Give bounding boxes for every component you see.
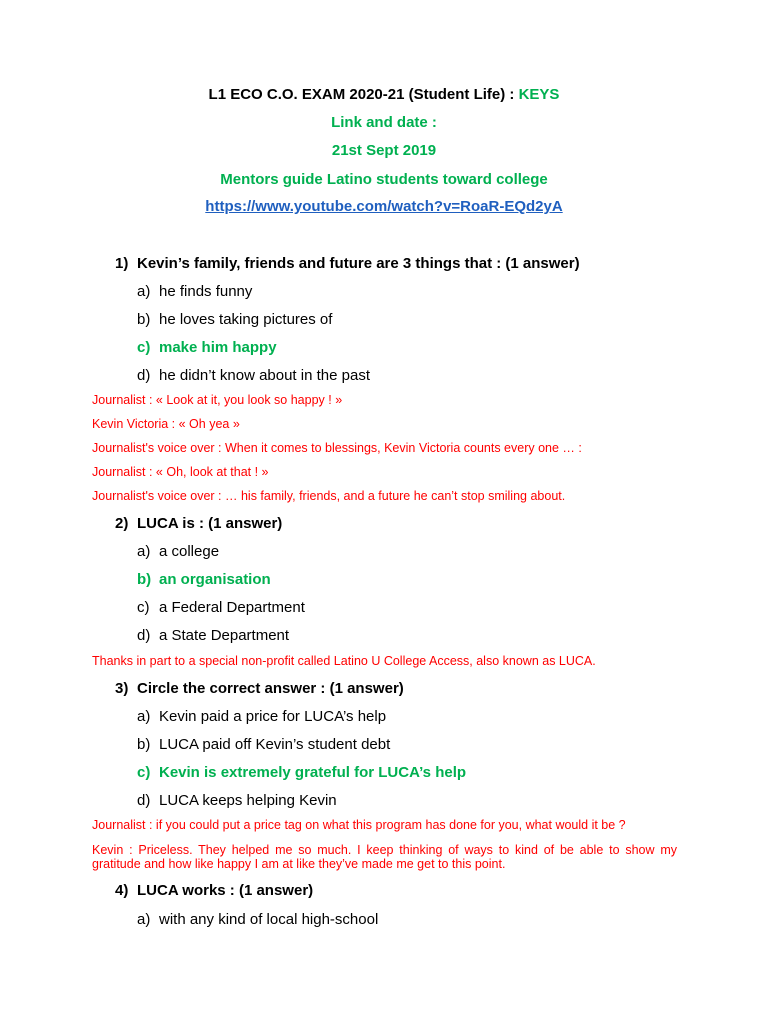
exam-title xyxy=(0,86,768,103)
q2-option-d: d) a State Department xyxy=(137,627,290,644)
q2-option-b-correct: b) an organisation xyxy=(137,571,271,588)
q2-option-a: a) a college xyxy=(137,543,220,560)
q1-option-c-correct: c) make him happy xyxy=(137,339,277,356)
question-3 xyxy=(115,680,404,697)
q1-transcript-line: Journalist : « Look at it, you look so happy ! » xyxy=(92,393,343,407)
q3-option-d: d) LUCA keeps helping Kevin xyxy=(137,792,337,809)
question-number: 1) xyxy=(115,255,129,272)
video-link[interactable]: https://www.youtube.com/watch?v=RoaR-EQd2yA xyxy=(205,198,563,215)
q2-option-c: c) a Federal Department xyxy=(137,599,305,616)
question-1 xyxy=(115,255,580,272)
question-2 xyxy=(115,515,282,532)
q1-option-b: b) he loves taking pictures of xyxy=(137,311,333,328)
video-title: Mentors guide Latino students toward college xyxy=(220,171,548,188)
exam-title-text: L1 ECO C.O. EXAM 2020-21 (Student Life) : xyxy=(208,86,515,103)
video-date: 21st Sept 2019 xyxy=(331,142,437,159)
question-number: 2) xyxy=(115,515,129,532)
q4-option-a: a) with any kind of local high-school xyxy=(137,911,379,928)
q1-transcript-line: Journalist's voice over : When it comes to blessings, Kevin Victoria counts every one … : xyxy=(92,441,582,455)
video-link-row xyxy=(0,198,768,215)
q1-option-d: d) he didn’t know about in the past xyxy=(137,367,370,384)
keys-label: KEYS xyxy=(518,86,560,103)
q3-transcript-line: Journalist : if you could put a price tag on what this program has done for you, what would it be ? xyxy=(92,818,626,832)
question-number: 3) xyxy=(115,680,129,697)
q3-option-a: a) Kevin paid a price for LUCA’s help xyxy=(137,708,387,725)
q2-transcript-line: Thanks in part to a special non-profit called Latino U College Access, also known as LUCA. xyxy=(92,654,596,668)
question-4 xyxy=(115,882,313,899)
link-and-date-label: Link and date : xyxy=(331,114,437,131)
q1-transcript-line: Journalist's voice over : … his family, friends, and a future he can’t stop smiling about. xyxy=(92,489,566,503)
question-text: LUCA is : (1 answer) xyxy=(137,515,283,532)
q3-option-c-correct: c) Kevin is extremely grateful for LUCA’s help xyxy=(137,764,467,781)
question-number: 4) xyxy=(115,882,129,899)
question-text: Kevin’s family, friends and future are 3 things that : (1 answer) xyxy=(137,255,580,272)
q3-option-b: b) LUCA paid off Kevin’s student debt xyxy=(137,736,391,753)
question-text: Circle the correct answer : (1 answer) xyxy=(137,680,404,697)
q1-transcript-line: Journalist : « Oh, look at that ! » xyxy=(92,465,269,479)
q1-option-a: a) he finds funny xyxy=(137,283,253,300)
q3-transcript-line: Kevin : Priceless. They helped me so much. I keep thinking of ways to kind of be able to show my gratitude and how like happy I am at like they’ve made me get to this point. xyxy=(92,843,677,871)
question-text: LUCA works : (1 answer) xyxy=(137,882,314,899)
q1-transcript-line: Kevin Victoria : « Oh yea » xyxy=(92,417,240,431)
